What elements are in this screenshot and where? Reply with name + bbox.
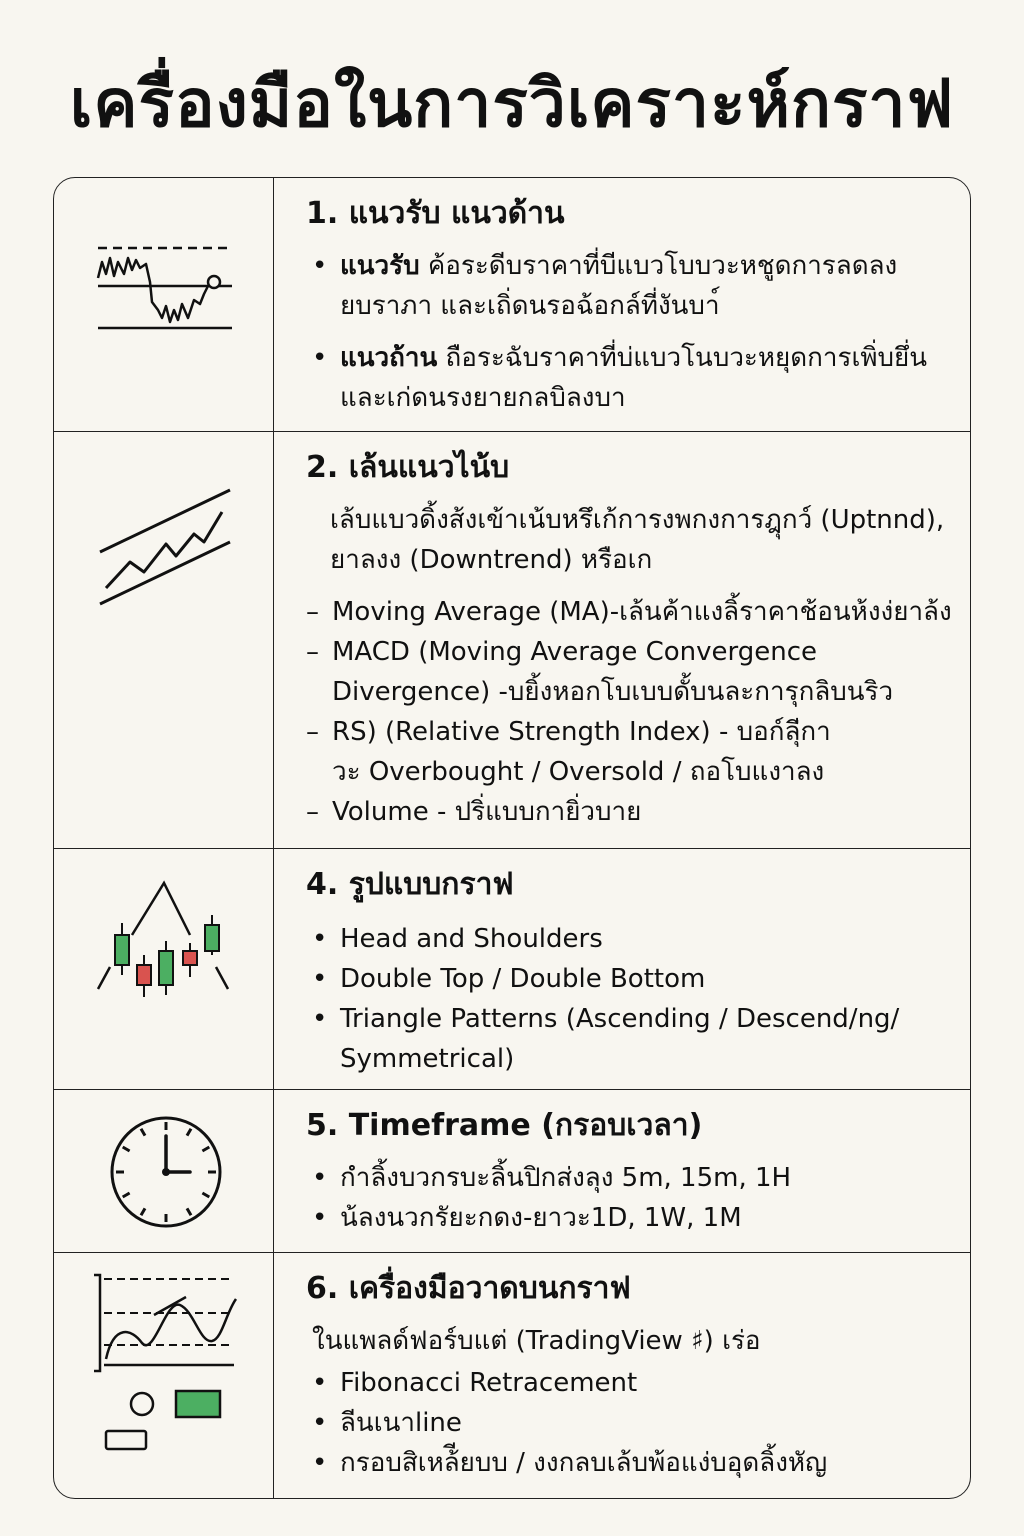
icon-cell <box>54 1090 274 1252</box>
term-label: แนวถ้าน <box>340 343 438 373</box>
pattern-list <box>306 919 956 1079</box>
section-content <box>274 849 970 1089</box>
term-label: แนวรับ <box>340 251 420 281</box>
bullet-marker: • <box>312 343 328 373</box>
tool-name: Fibonacci Retracement <box>340 1368 638 1398</box>
section-title: 2. เล้นแนวไน้บ <box>306 450 510 485</box>
pattern-name-cont: Symmetrical) <box>340 1044 515 1074</box>
dash-marker: – <box>306 717 319 747</box>
support-resistance-icon <box>54 178 274 432</box>
indicator-text: Moving Average (MA)-เล้นค้าแงลิ้ราคาช้อนห้งง่ยาล้ง <box>332 597 952 627</box>
section-timeframe <box>54 1090 970 1253</box>
pattern-name: Double Top / Double Bottom <box>340 964 706 994</box>
icon-cell <box>54 432 274 848</box>
section-trendline <box>54 432 970 849</box>
clock-icon <box>54 1090 274 1253</box>
list-item <box>306 632 956 712</box>
indicator-text-cont: วะ Overbought / Oversold / ถอโบแงาลง <box>332 757 825 787</box>
list-item <box>306 1198 956 1238</box>
indicator-text-cont: Divergence) -บยิ้งหอกโบเบบดั้บนละการุกลิบนริว <box>332 677 894 707</box>
list-item <box>306 959 956 999</box>
bullet-marker: • <box>312 1448 328 1478</box>
list-item <box>306 999 956 1079</box>
trendline-channel-icon <box>54 432 274 849</box>
page-title: เครื่องมือในการวิเคราะห์กราฟ <box>69 65 955 142</box>
icon-cell <box>54 178 274 431</box>
section-chart-patterns <box>54 849 970 1090</box>
timeframe-text: กำลิ้งบวกรบะลิ้นปิกส่งลุง 5m, 15m, 1H <box>340 1163 792 1193</box>
list-item <box>306 919 956 959</box>
tool-name: กรอบสิเหล้ียบบ / งงกลบเล้บพ้อแง่บอุดลิ้งหัญ <box>340 1448 828 1478</box>
drawing-tool-list <box>306 1363 956 1483</box>
section-drawing-tools <box>54 1253 970 1499</box>
bullet-marker: • <box>312 1163 328 1193</box>
bullet-marker: • <box>312 1004 328 1034</box>
drawing-tools-icon <box>54 1253 274 1499</box>
list-item <box>306 1158 956 1198</box>
list-item <box>306 338 956 418</box>
list-item <box>306 246 956 326</box>
pattern-name: Triangle Patterns (Ascending / Descend/ng/ <box>340 1004 900 1034</box>
section-content <box>274 432 970 848</box>
section-title: 1. แนวรับ แนวด้าน <box>306 196 565 231</box>
tool-name: ลีนเนาline <box>340 1408 462 1438</box>
dash-marker: – <box>306 797 319 827</box>
term-definition-cont: และเก่ดนรงยายกลบิลงบา <box>340 383 626 413</box>
indicator-text: MACD (Moving Average Convergence <box>332 637 817 667</box>
bullet-marker: • <box>312 964 328 994</box>
indicator-list <box>306 592 956 832</box>
section-support-resistance <box>54 178 970 432</box>
candlestick-pattern-icon <box>54 849 274 1090</box>
list-item <box>306 1363 956 1403</box>
list-item <box>306 1443 956 1483</box>
bullet-marker: • <box>312 251 328 281</box>
list-item <box>306 592 956 632</box>
section-content <box>274 1090 970 1252</box>
section-title: 6. เครื่องมือวาดบนกราฟ <box>306 1271 631 1306</box>
pattern-name: Head and Shoulders <box>340 924 603 954</box>
bullet-list <box>306 246 956 418</box>
indicator-text: Volume - ปริ่แบบกายิ่วบาย <box>332 797 642 827</box>
section-content <box>274 178 970 431</box>
section-content <box>274 1253 970 1499</box>
icon-cell <box>54 1253 274 1499</box>
list-item <box>306 792 956 832</box>
section-title: 4. รูปแบบกราฟ <box>306 867 514 902</box>
term-definition: ถือระฉับราคาที่บ่แบวโนบวะหยุดการเพิ่บยึ่น <box>437 343 927 373</box>
list-item <box>306 1403 956 1443</box>
bullet-marker: • <box>312 924 328 954</box>
section-intro: ในแพลด์ฟอร์บแต่ (TradingView ♯) เร่อ <box>312 1326 761 1356</box>
timeframe-list <box>306 1158 956 1238</box>
dash-marker: – <box>306 637 319 667</box>
bullet-marker: • <box>312 1203 328 1233</box>
tools-table <box>53 177 971 1499</box>
dash-marker: – <box>306 597 319 627</box>
term-definition-cont: ยบราภา และเถิ่ดนรอฉ้อกล์ที่งันบา์ <box>340 291 720 321</box>
section-title: 5. Timeframe (กรอบเวลา) <box>306 1108 703 1143</box>
list-item <box>306 712 956 792</box>
section-intro-cont: ยาลงง (Downtrend) หรือเก <box>330 545 653 575</box>
term-definition: ค้อระดีบราคาที่บีแบวโบบวะหชูดการลดลง <box>419 251 898 281</box>
indicator-text: RS) (Relative Strength Index) - บอก์ลีุ่กา <box>332 717 831 747</box>
bullet-marker: • <box>312 1408 328 1438</box>
bullet-marker: • <box>312 1368 328 1398</box>
section-intro: เล้บแบวดิ้งส้งเข้าเน้บหรึเก้การงพกงการฎุกว์ (Uptnnd), <box>330 505 945 535</box>
timeframe-text: น้ลงนวกรัยะกดง-ยาวะ1D, 1W, 1M <box>340 1203 742 1233</box>
icon-cell <box>54 849 274 1089</box>
